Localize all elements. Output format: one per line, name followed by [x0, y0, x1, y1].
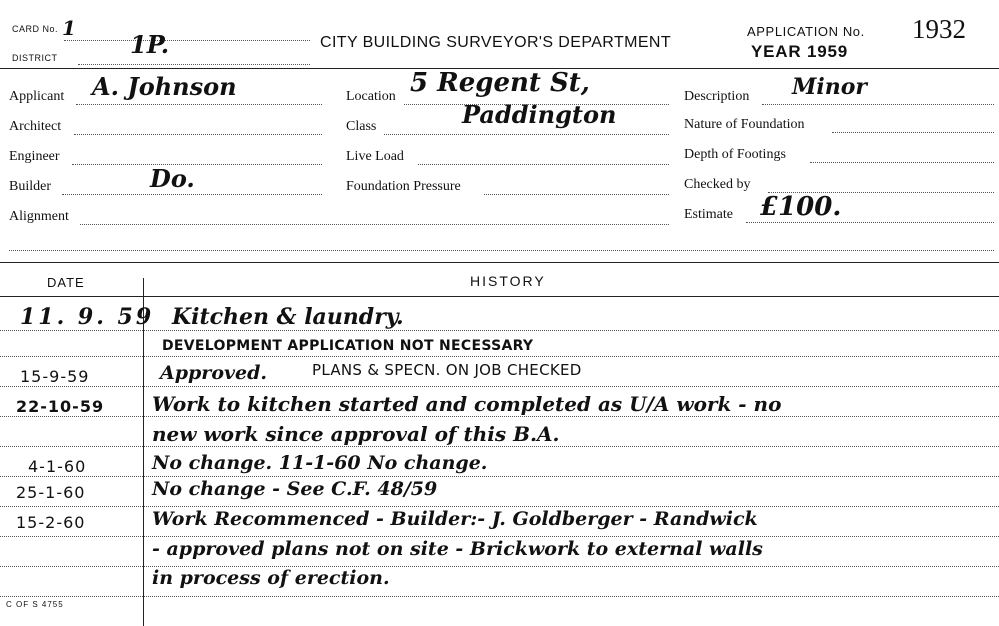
card-no-label: CARD No. [12, 24, 59, 34]
estimate-value: £100. [760, 192, 842, 222]
history-entry-10: in process of erection. [152, 567, 390, 589]
application-no-value: 1932 [912, 14, 966, 44]
location-label: Location [346, 89, 396, 104]
history-date-8: 15-2-60 [16, 513, 86, 532]
application-no-label: APPLICATION No. [747, 24, 865, 39]
depth-of-footings-label: Depth of Footings [684, 147, 786, 162]
history-entry-4: Work to kitchen started and completed as U/A work - no [152, 392, 782, 416]
estimate-label: Estimate [684, 207, 733, 222]
history-date-1: 11. 9. 59 [20, 304, 155, 330]
builder-label: Builder [9, 179, 51, 194]
history-date-3: 15-9-59 [20, 367, 90, 386]
applicant-value: A. Johnson [92, 72, 237, 101]
engineer-label: Engineer [9, 149, 60, 164]
history-column-header: HISTORY [470, 273, 546, 289]
description-value: Minor [792, 74, 867, 100]
description-label: Description [684, 89, 750, 104]
history-entry-8: Work Recommenced - Builder:- J. Goldberger - Randwick [152, 508, 758, 530]
card-no-value: 1 [62, 16, 76, 40]
alignment-label: Alignment [9, 209, 69, 224]
history-entry-9: - approved plans not on site - Brickwork to external walls [152, 538, 763, 560]
district-label: DISTRICT [12, 53, 58, 63]
location-value: 5 Regent St, [410, 68, 590, 98]
location-value-suburb: Paddington [462, 100, 617, 129]
date-column-header: DATE [47, 275, 85, 290]
checked-by-label: Checked by [684, 177, 751, 192]
form-code: C OF S 4755 [6, 600, 64, 609]
nature-of-foundation-label: Nature of Foundation [684, 117, 805, 132]
history-date-6: 4-1-60 [28, 457, 87, 476]
history-entry-7: No change - See C.F. 48/59 [152, 478, 438, 500]
applicant-label: Applicant [9, 89, 65, 104]
live-load-label: Live Load [346, 149, 404, 164]
history-date-7: 25-1-60 [16, 483, 86, 502]
history-date-4: 22-10-59 [16, 397, 105, 416]
class-label: Class [346, 119, 377, 134]
department-title: CITY BUILDING SURVEYOR'S DEPARTMENT [320, 34, 672, 51]
architect-label: Architect [9, 119, 62, 134]
plans-checked-stamp: PLANS & SPECN. ON JOB CHECKED [312, 361, 582, 379]
district-value: 1P. [130, 30, 170, 59]
development-application-stamp: DEVELOPMENT APPLICATION NOT NECESSARY [162, 338, 534, 354]
history-entry-5: new work since approval of this B.A. [152, 422, 560, 446]
builder-value: Do. [150, 164, 195, 193]
history-entry-6: No change. 11-1-60 No change. [152, 452, 488, 474]
history-entry-1: Kitchen & laundry. [172, 304, 404, 330]
year-label: YEAR 1959 [751, 42, 848, 61]
foundation-pressure-label: Foundation Pressure [346, 179, 461, 194]
history-entry-3: Approved. [160, 362, 268, 384]
